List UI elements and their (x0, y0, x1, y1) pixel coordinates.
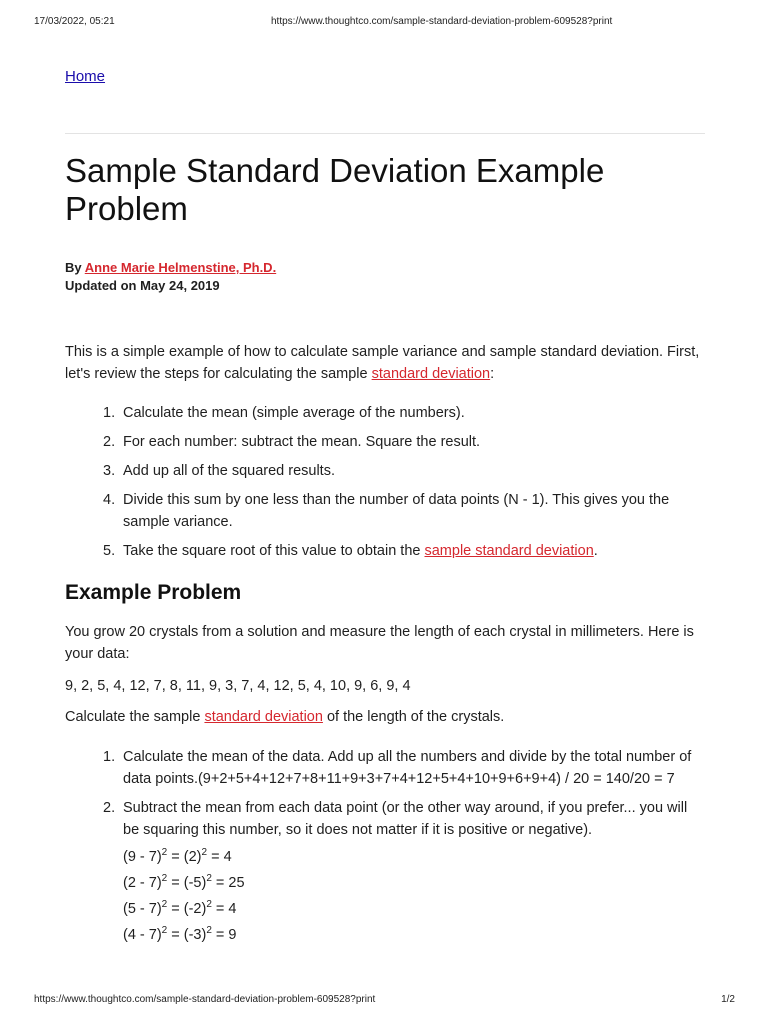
author-link[interactable]: Anne Marie Helmenstine, Ph.D. (84, 260, 277, 275)
step-text-end: . (593, 543, 598, 559)
list-item (65, 797, 707, 948)
step-number: 1. (103, 749, 116, 765)
intro-text-end: : (490, 366, 495, 382)
section-heading: Example Problem (65, 581, 242, 604)
steps-list (65, 402, 707, 569)
example-description: You grow 20 crystals from a solution and measure the length of each crystal in millimeters. Here is your data: (65, 624, 694, 662)
step-text: Subtract the mean from each data point (or the other way around, if you prefer... you will be squaring this number, so it does not matter if it is positive or negative). (123, 800, 688, 838)
list-item (65, 460, 707, 482)
list-item (65, 431, 707, 453)
step-text: Take the square root of this value to obtain the (123, 543, 425, 559)
list-item (65, 540, 707, 562)
divider (65, 133, 705, 134)
intro-text: This is a simple example of how to calculate sample variance and sample standard deviation. First, let's review the steps for calculating the sample (65, 344, 700, 382)
print-header (0, 16, 768, 30)
step-text: For each number: subtract the mean. Square the result. (123, 434, 481, 450)
equation: $(5 - 7)^2 = (-2)^2 = 4$ (123, 899, 237, 917)
home-link[interactable]: Home (65, 68, 106, 85)
solution-steps (65, 746, 707, 955)
equation: $(9 - 7)^2 = (2)^2 = 4$ (123, 847, 232, 865)
page-number: 1/2 (721, 994, 735, 1005)
step-text: Calculate the mean (simple average of the numbers). (123, 405, 465, 421)
print-header-url: https://www.thoughtco.com/sample-standard-deviation-problem-609528?print (271, 16, 613, 27)
task-paragraph (65, 706, 707, 728)
step-number: 2. (103, 434, 116, 450)
step-text: Divide this sum by one less than the number of data points (N - 1). This gives you the sample variance. (123, 492, 670, 530)
list-item (65, 746, 707, 790)
step-text: Add up all of the squared results. (123, 463, 335, 479)
step-number: 1. (103, 405, 116, 421)
equation-list (123, 844, 707, 948)
step-number: 4. (103, 492, 116, 508)
byline (65, 259, 276, 277)
list-item (65, 489, 707, 533)
equation: $(2 - 7)^2 = (-5)^2 = 25$ (123, 873, 245, 891)
updated-date: Updated on May 24, 2019 (65, 278, 220, 293)
step-number: 3. (103, 463, 116, 479)
print-footer-url: https://www.thoughtco.com/sample-standard-deviation-problem-609528?print (34, 994, 376, 1005)
step-text: Calculate the mean of the data. Add up all the numbers and divide by the total number of data points.(9+2+5+4+12+7+8+11+9+3+7+4+12+5+4+10+9+6+9+4) / 20 = 140/20 = 7 (123, 749, 692, 787)
page-title: Sample Standard Deviation Example Problem (65, 152, 605, 227)
intro-paragraph (65, 341, 707, 385)
list-item (65, 402, 707, 424)
task-text-end: of the length of the crystals. (322, 709, 505, 725)
byline-prefix: By (65, 260, 85, 275)
print-footer (0, 994, 768, 1008)
step-number: 5. (103, 543, 116, 559)
standard-deviation-link[interactable]: standard deviation (204, 709, 323, 725)
data-values: 9, 2, 5, 4, 12, 7, 8, 11, 9, 3, 7, 4, 12, 5, 4, 10, 9, 6, 9, 4 (65, 678, 411, 694)
sample-standard-deviation-link[interactable]: sample standard deviation (424, 543, 594, 559)
equation: $(4 - 7)^2 = (-3)^2 = 9$ (123, 925, 237, 943)
task-text: Calculate the sample (65, 709, 205, 725)
standard-deviation-link[interactable]: standard deviation (371, 366, 491, 382)
step-number: 2. (103, 800, 116, 816)
print-date: 17/03/2022, 05:21 (34, 16, 115, 27)
